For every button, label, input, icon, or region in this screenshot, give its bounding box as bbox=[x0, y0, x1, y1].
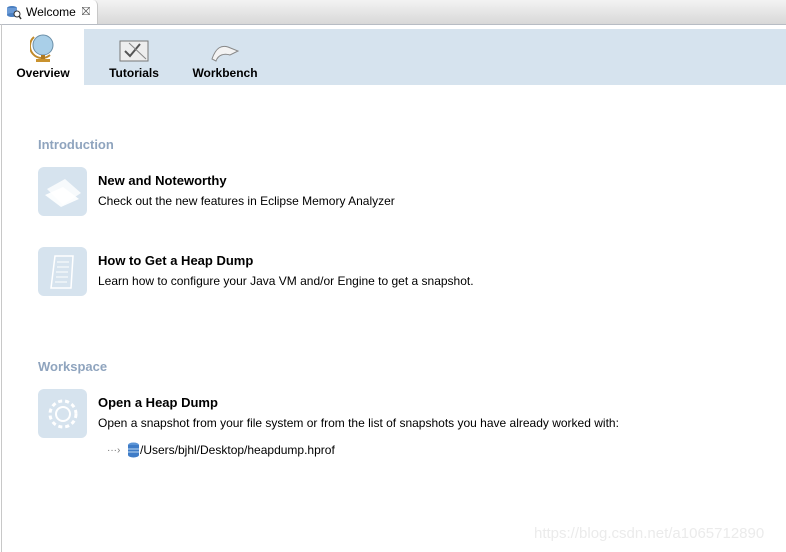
tutorials-icon bbox=[119, 39, 149, 63]
nav-tutorials[interactable] bbox=[102, 29, 166, 85]
editor-border bbox=[1, 24, 2, 552]
nav-label: Workbench bbox=[192, 66, 258, 80]
item-description: Check out the new features in Eclipse Memory Analyzer bbox=[98, 194, 395, 208]
item-title: Open a Heap Dump bbox=[98, 395, 218, 410]
file-path: /Users/bjhl/Desktop/heapdump.hprof bbox=[140, 443, 335, 457]
item-description: Learn how to configure your Java VM and/or Engine to get a snapshot. bbox=[98, 274, 474, 288]
gear-icon bbox=[43, 394, 83, 434]
welcome-nav-bar bbox=[2, 29, 786, 85]
nav-label: Tutorials bbox=[109, 66, 159, 80]
tab-label: Welcome bbox=[26, 5, 76, 19]
workbench-icon bbox=[210, 41, 240, 63]
nav-label: Overview bbox=[16, 66, 70, 80]
item-description: Open a snapshot from your file system or from the list of snapshots you have already worked with: bbox=[98, 416, 619, 430]
nav-workbench[interactable] bbox=[190, 29, 260, 85]
tab-welcome[interactable] bbox=[0, 0, 98, 24]
papers-icon bbox=[43, 175, 83, 209]
nav-overview[interactable] bbox=[2, 29, 84, 85]
editor-tab-strip bbox=[0, 0, 786, 25]
globe-icon bbox=[30, 33, 56, 63]
item-title: How to Get a Heap Dump bbox=[98, 253, 254, 268]
recent-file-link[interactable] bbox=[107, 442, 335, 458]
watermark: https://blog.csdn.net/a1065712890 bbox=[534, 525, 765, 542]
link-how-to-get-heap-dump[interactable] bbox=[38, 247, 474, 296]
link-new-and-noteworthy[interactable] bbox=[38, 167, 395, 216]
memory-analyzer-icon bbox=[6, 4, 22, 20]
close-icon[interactable]: ⛝ bbox=[81, 5, 91, 18]
item-title: New and Noteworthy bbox=[98, 173, 227, 188]
database-icon bbox=[127, 442, 140, 458]
section-title-introduction: Introduction bbox=[38, 137, 114, 152]
link-open-heap-dump[interactable] bbox=[38, 389, 619, 438]
arrow-icon: ···› bbox=[107, 444, 121, 456]
section-title-workspace: Workspace bbox=[38, 359, 108, 374]
document-icon bbox=[47, 252, 79, 292]
